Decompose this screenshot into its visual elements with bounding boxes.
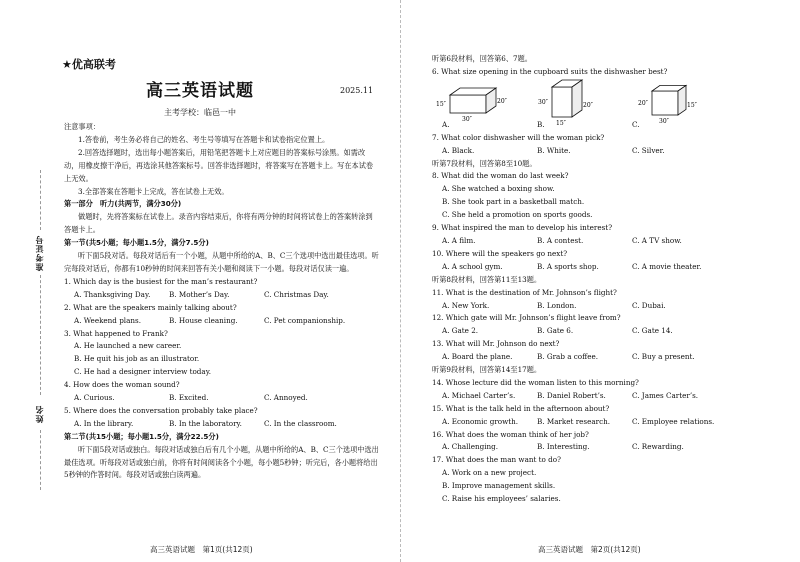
option: B. He quit his job as an illustrator. [74, 354, 200, 364]
question-stem: 3. What happened to Frank? [64, 328, 168, 338]
question-stem: 9. What inspired the man to develop his interest? [432, 223, 613, 233]
option-row [432, 300, 787, 313]
option: B. Excited. [169, 393, 209, 403]
option: C. James Carter’s. [632, 390, 699, 400]
question-stem: 12. Which gate will Mr. Johnson’s flight leave from? [432, 313, 621, 323]
notes-heading: 注意事项： [64, 122, 100, 131]
option: C. In the classroom. [264, 418, 337, 428]
depth-label: 15″ [687, 101, 697, 109]
option-row [432, 145, 787, 158]
option: C. A TV show. [632, 235, 682, 245]
question-stem: 11. What is the destination of Mr. Johnson’s flight? [432, 287, 617, 297]
option-label: A. [442, 119, 450, 129]
page-1-footer: 高三英语试题 第1页(共12页) [150, 545, 253, 554]
option: B. House cleaning. [169, 315, 238, 325]
option: B. A contest. [537, 235, 584, 245]
option: A. A school gym. [442, 261, 503, 271]
option: C. She held a promotion on sports goods. [442, 210, 593, 220]
page-2-footer: 高三英语试题 第2页(共12页) [538, 545, 641, 554]
question-stem: 17. What does the man want to do? [432, 455, 561, 465]
binding-line-3 [40, 430, 41, 490]
option: C. Dubai. [632, 300, 666, 310]
width-label: 30″ [659, 117, 669, 125]
note-3: 3.全部答案在答题卡上完成，答在试卷上无效。 [78, 186, 229, 196]
option: A. Weekend plans. [74, 315, 141, 325]
page-2-body [432, 53, 787, 506]
option: A. Black. [442, 145, 475, 155]
option: C. A movie theater. [632, 261, 702, 271]
option: B. Improve management skills. [442, 481, 556, 491]
question-stem: 1. Which day is the busiest for the man’s restaurant? [64, 276, 258, 286]
box-2 [538, 80, 594, 127]
section-1-intro: 听下面5段对话。每段对话后有一个小题，从题中所给的A、B、C三个选项中选出最佳选项。听完每段对话后，你都有10秒钟的时间来回答有关小题和阅读下一小题。每段对话仅读一遍。 [64, 251, 379, 273]
material-intro: 听第9段材料，回答第14至17题。 [432, 365, 542, 375]
option: A. A film. [442, 235, 476, 245]
section-1-heading: 第一节(共5小题；每小题1.5分，满分7.5分) [64, 238, 209, 248]
host-school: 主考学校：临邑一中 [164, 108, 236, 117]
option: B. Interesting. [537, 442, 590, 452]
page-1-body [64, 121, 379, 482]
option-row [432, 441, 787, 454]
option-row [64, 418, 379, 431]
width-label: 30″ [462, 115, 472, 123]
option-row [432, 351, 787, 364]
option: A. Economic growth. [442, 416, 519, 426]
option: B. A sports shop. [537, 261, 599, 271]
question-stem: 2. What are the speakers mainly talking about? [64, 302, 237, 312]
part-1-heading: 第一部分 听力(共两节，满分30分) [64, 199, 182, 209]
option: A. He launched a new career. [74, 341, 182, 351]
option: A. Challenging. [442, 442, 499, 452]
option: C. Silver. [632, 145, 665, 155]
box-3 [638, 85, 698, 125]
option: B. Daniel Robert’s. [537, 390, 606, 400]
height-label: 20″ [638, 99, 648, 107]
question-stem: 8. What did the woman do last week? [432, 171, 569, 181]
question-stem: 5. Where does the conversation probably take place? [64, 405, 258, 415]
note-1: 1.答卷前，考生务必将自己的姓名、考生号等填写在答题卡和试卷指定位置上。 [78, 134, 330, 144]
option: C. Pet companionship. [264, 315, 346, 325]
option: A. Board the plane. [442, 352, 513, 362]
option: A. In the library. [74, 418, 134, 428]
option-row [432, 390, 787, 403]
option: C. Gate 14. [632, 326, 673, 336]
question-stem: 4. How does the woman sound? [64, 380, 180, 390]
option: B. London. [537, 300, 577, 310]
dishwasher-size-figure [432, 79, 787, 131]
side-label-exam-number: 准考证号 [35, 235, 44, 271]
material-6-intro: 听第6段材料，回答第6、7题。 [432, 54, 532, 63]
height-label: 15″ [436, 100, 446, 108]
question-stem: 14. Whose lecture did the woman listen to this morning? [432, 377, 639, 387]
question-stem: 13. What will Mr. Johnson do next? [432, 339, 560, 349]
page-title: 高三英语试题 [146, 81, 254, 101]
material-intro: 听第7段材料，回答第8至10题。 [432, 158, 537, 168]
option-row [64, 289, 379, 302]
option: A. Michael Carter’s. [442, 390, 516, 400]
section-2-intro: 听下面5段对话或独白。每段对话或独白后有几个小题，从题中所给的A、B、C三个选项中选出最佳选项。听每段对话或独白前，你将有时间阅读各个小题，每小题5秒钟；听完后，各小题将给出5秒钟的作答时间。每段对话或独白读两遍。 [64, 444, 379, 480]
box-1 [436, 88, 508, 123]
binding-line-1 [40, 170, 41, 230]
option: B. Grab a coffee. [537, 352, 599, 362]
option: A. Work on a new project. [442, 468, 537, 478]
option-row [64, 315, 379, 328]
option: C. He had a designer interview today. [74, 367, 212, 377]
part-1-intro: 做题时，先将答案标在试卷上。录音内容结束后，你将有两分钟的时间将试卷上的答案转涂到答题卡上。 [64, 212, 373, 235]
option: B. White. [537, 145, 571, 155]
option: B. Mother’s Day. [169, 289, 230, 299]
option: C. Christmas Day. [264, 289, 329, 299]
question-list-1 [64, 276, 379, 431]
option-row [432, 416, 787, 429]
option: A. Thanksgiving Day. [74, 289, 151, 299]
option-label: C. [632, 119, 640, 129]
note-2: 2.回答选择题时，选出每小题答案后，用铅笔把答题卡上对应题目的答案标号涂黑。如需改动，用橡皮擦干净后，再选涂其他答案标号。回答非选择题时，将答案写在答题卡上。写在本试卷上无效。 [64, 147, 374, 183]
option: A. She watched a boxing show. [442, 184, 555, 194]
option: B. In the laboratory. [169, 418, 242, 428]
question-stem: 16. What does the woman think of her job? [432, 429, 589, 439]
option-row [64, 392, 379, 405]
option-row [432, 325, 787, 338]
section-2-heading: 第二节(共15小题；每小题1.5分，满分22.5分) [64, 431, 219, 441]
option: B. She took part in a basketball match. [442, 197, 585, 207]
depth-label: 20″ [583, 101, 593, 109]
option: C. Employee relations. [632, 416, 715, 426]
option: A. Gate 2. [442, 326, 479, 336]
option-row [432, 235, 787, 248]
option: B. Market research. [537, 416, 611, 426]
option: C. Buy a present. [632, 352, 695, 362]
width-label: 15″ [556, 119, 566, 127]
option-label: B. [537, 119, 545, 129]
exam-date: 2025.11 [340, 86, 374, 95]
option: A. New York. [442, 300, 490, 310]
option: B. Gate 6. [537, 326, 574, 336]
brand-label: ★优高联考 [62, 58, 116, 71]
side-label-name: 姓名 [35, 405, 44, 423]
page-2 [400, 0, 800, 562]
question-stem: 7. What color dishwasher will the woman pick? [432, 132, 605, 142]
question-stem: 15. What is the talk held in the afternoon about? [432, 403, 610, 413]
question-stem: 10. Where will the speakers go next? [432, 248, 568, 258]
height-label: 30″ [538, 98, 548, 106]
depth-label: 20″ [497, 97, 507, 105]
question-stem: 6. What size opening in the cupboard suits the dishwasher best? [432, 66, 668, 76]
dishwasher-boxes [432, 79, 772, 127]
option: C. Rewarding. [632, 442, 684, 452]
material-intro: 听第8段材料，回答第11至13题。 [432, 274, 542, 284]
binding-line-2 [40, 275, 41, 395]
option: A. Curious. [74, 393, 115, 403]
option: C. Annoyed. [264, 393, 308, 403]
question-list-2 [432, 66, 787, 506]
option-row [432, 261, 787, 274]
option: C. Raise his employees’ salaries. [442, 494, 561, 504]
